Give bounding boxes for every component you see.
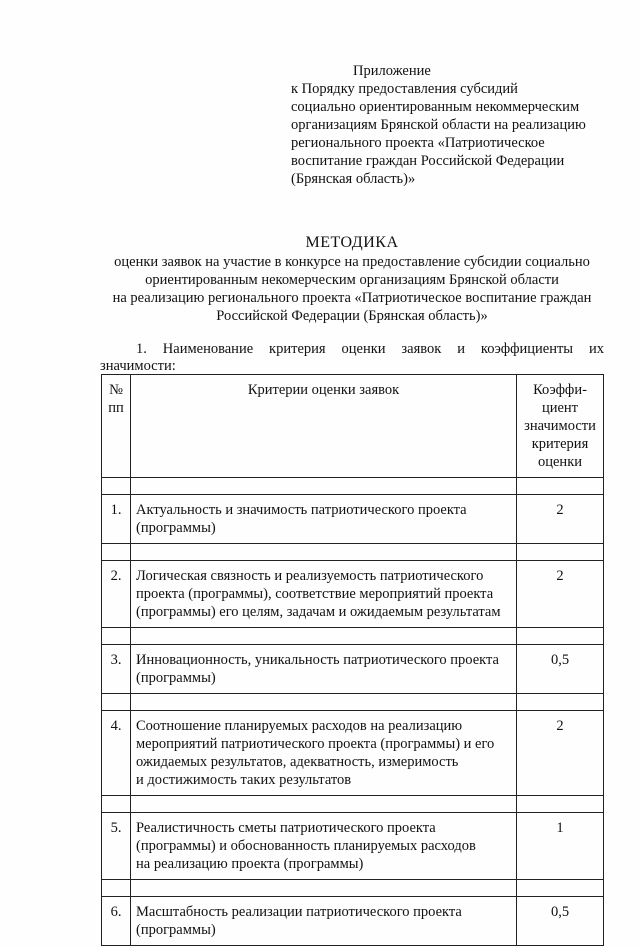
table-gap bbox=[102, 478, 604, 495]
appendix-line: регионального проекта «Патриотическое bbox=[291, 135, 545, 151]
table-row bbox=[102, 813, 604, 880]
criterion-line: Логическая связность и реализуемость патриотического bbox=[136, 568, 484, 584]
row-criterion bbox=[131, 645, 517, 694]
header-coef-line: циент bbox=[541, 400, 579, 416]
row-coefficient: 0,5 bbox=[517, 645, 604, 694]
row-coefficient: 1 bbox=[517, 813, 604, 880]
table-gap bbox=[102, 796, 604, 813]
appendix-line: воспитание граждан Российской Федерации bbox=[291, 153, 565, 169]
appendix-line: социально ориентированным некоммерческим bbox=[291, 99, 580, 115]
section-heading-line1: 1. Наименование критерия оценки заявок и коэффициенты их bbox=[136, 341, 604, 357]
appendix-line: (Брянская область)» bbox=[291, 171, 416, 187]
row-num: 4. bbox=[102, 711, 131, 796]
table-row bbox=[102, 561, 604, 628]
row-criterion bbox=[131, 813, 517, 880]
criterion-line: мероприятий патриотического проекта (программы) и его bbox=[136, 736, 495, 752]
header-coef-line: оценки bbox=[537, 454, 582, 470]
table-header-row bbox=[102, 375, 604, 478]
row-num: 3. bbox=[102, 645, 131, 694]
row-num: 1. bbox=[102, 495, 131, 544]
row-num: 5. bbox=[102, 813, 131, 880]
criterion-line: Актуальность и значимость патриотического проекта bbox=[136, 502, 467, 518]
header-criteria: Критерии оценки заявок bbox=[131, 375, 517, 478]
criterion-line: (программы) его целям, задачам и ожидаемым результатам bbox=[136, 604, 501, 620]
criteria-table bbox=[101, 374, 604, 946]
appendix-line: к Порядку предоставления субсидий bbox=[291, 81, 518, 97]
row-criterion bbox=[131, 495, 517, 544]
table-gap bbox=[102, 544, 604, 561]
appendix-heading: Приложение bbox=[353, 63, 431, 79]
header-num: № пп bbox=[102, 375, 131, 478]
row-coefficient: 2 bbox=[517, 561, 604, 628]
row-coefficient: 0,5 bbox=[517, 897, 604, 946]
table-gap bbox=[102, 694, 604, 711]
row-num: 6. bbox=[102, 897, 131, 946]
title-line: ориентированным некомерческим организациям Брянской области bbox=[145, 272, 559, 288]
criterion-line: (программы) и обоснованность планируемых расходов bbox=[136, 838, 476, 854]
row-criterion bbox=[131, 897, 517, 946]
header-coef-line: значимости bbox=[524, 418, 596, 434]
row-num: 2. bbox=[102, 561, 131, 628]
methodology-title-block bbox=[96, 233, 608, 325]
table-gap bbox=[102, 880, 604, 897]
row-coefficient: 2 bbox=[517, 711, 604, 796]
title-line: на реализацию регионального проекта «Патриотическое воспитание граждан bbox=[112, 290, 592, 306]
criterion-line: Масштабность реализации патриотического проекта bbox=[136, 904, 462, 920]
table-row bbox=[102, 645, 604, 694]
appendix-line: организациям Брянской области на реализацию bbox=[291, 117, 586, 133]
criterion-line: проекта (программы), соответствие мероприятий проекта bbox=[136, 586, 494, 602]
criterion-line: ожидаемых результатов, адекватность, измеримость bbox=[136, 754, 459, 770]
table-row bbox=[102, 495, 604, 544]
table-row bbox=[102, 897, 604, 946]
header-coef-line: критерия bbox=[531, 436, 589, 452]
section-heading-line2: значимости: bbox=[100, 358, 176, 374]
criterion-line: (программы) bbox=[136, 670, 216, 686]
criterion-line: Соотношение планируемых расходов на реализацию bbox=[136, 718, 463, 734]
title-line: Российской Федерации (Брянская область)» bbox=[216, 308, 488, 324]
criterion-line: (программы) bbox=[136, 922, 216, 938]
criterion-line: (программы) bbox=[136, 520, 216, 536]
criterion-line: на реализацию проекта (программы) bbox=[136, 856, 364, 872]
header-coefficient bbox=[517, 375, 604, 478]
criterion-line: Инновационность, уникальность патриотического проекта bbox=[136, 652, 499, 668]
criterion-line: и достижимость таких результатов bbox=[136, 772, 352, 788]
criterion-line: Реалистичность сметы патриотического проекта bbox=[136, 820, 436, 836]
document-title: МЕТОДИКА bbox=[305, 234, 399, 251]
row-coefficient: 2 bbox=[517, 495, 604, 544]
appendix-block bbox=[291, 62, 621, 188]
header-coef-line: Коэффи- bbox=[533, 382, 587, 398]
row-criterion bbox=[131, 711, 517, 796]
title-line: оценки заявок на участие в конкурсе на предоставление субсидии социально bbox=[114, 254, 590, 270]
table-gap bbox=[102, 628, 604, 645]
table-row bbox=[102, 711, 604, 796]
row-criterion bbox=[131, 561, 517, 628]
